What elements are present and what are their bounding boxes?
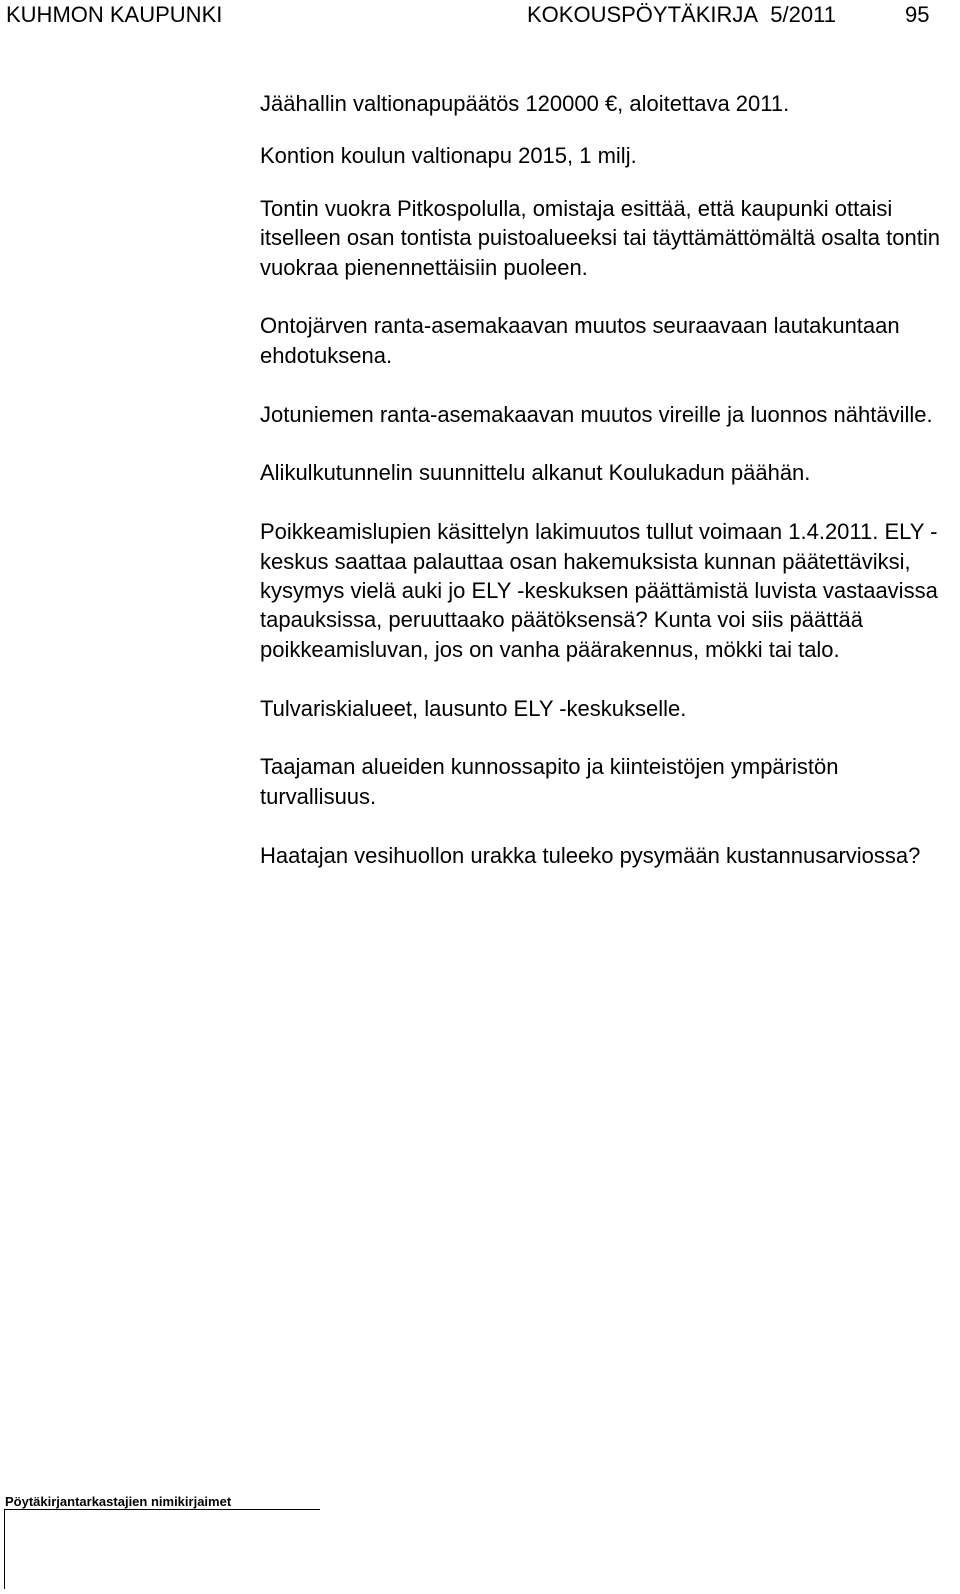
page-header [0, 0, 960, 30]
document-title [527, 2, 836, 28]
minutes-body [260, 89, 950, 899]
paragraph: Jäähallin valtionapupäätös 120000 €, aloitettava 2011. [260, 91, 790, 116]
document-type: KOKOUSPÖYTÄKIRJA [527, 2, 759, 27]
paragraph: Alikulkutunnelin suunnittelu alkanut Koulukadun päähän. [260, 460, 811, 486]
initials-box-edge [4, 1509, 5, 1589]
paragraph: Poikkeamislupien käsittelyn lakimuutos tullut voimaan 1.4.2011. ELY -keskus saattaa palauttaa osan hakemuksista kunnan päätettäviksi, kysymys vielä auki jo ELY -keskuksen päättämistä luvista vastaavissa tapauksissa, peruuttaako päätöksensä? Kunta voi siis päättää poikkeamisluvan, jos on vanha päärakennus, mökki tai talo. [260, 519, 938, 662]
initials-divider [4, 1509, 320, 1510]
document-issue: 5/2011 [770, 2, 836, 27]
paragraph: Tontin vuokra Pitkospolulla, omistaja esittää, että kaupunki ottaisi itselleen osan tontista puistoalueeksi tai täyttämättömältä osalta tontin vuokraa pienennettäisiin puoleen. [260, 195, 940, 280]
paragraph: Ontojärven ranta-asemakaavan muutos seuraavaan lautakuntaan ehdotuksena. [260, 313, 900, 368]
paragraph: Taajaman alueiden kunnossapito ja kiinteistöjen ympäristön turvallisuus. [260, 754, 839, 809]
paragraph: Tulvariskialueet, lausunto ELY -keskukselle. [260, 695, 687, 721]
paragraph: Jotuniemen ranta-asemakaavan muutos vireille ja luonnos nähtäville. [260, 401, 933, 427]
paragraph: Haatajan vesihuollon urakka tuleeko pysymään kustannusarviossa? [260, 842, 921, 868]
paragraph: Kontion koulun valtionapu 2015, 1 milj. [260, 143, 637, 169]
initials-label: Pöytäkirjantarkastajien nimikirjaimet [5, 1494, 232, 1509]
page-number: 95 [905, 2, 930, 27]
organization-name: KUHMON KAUPUNKI [6, 2, 223, 27]
